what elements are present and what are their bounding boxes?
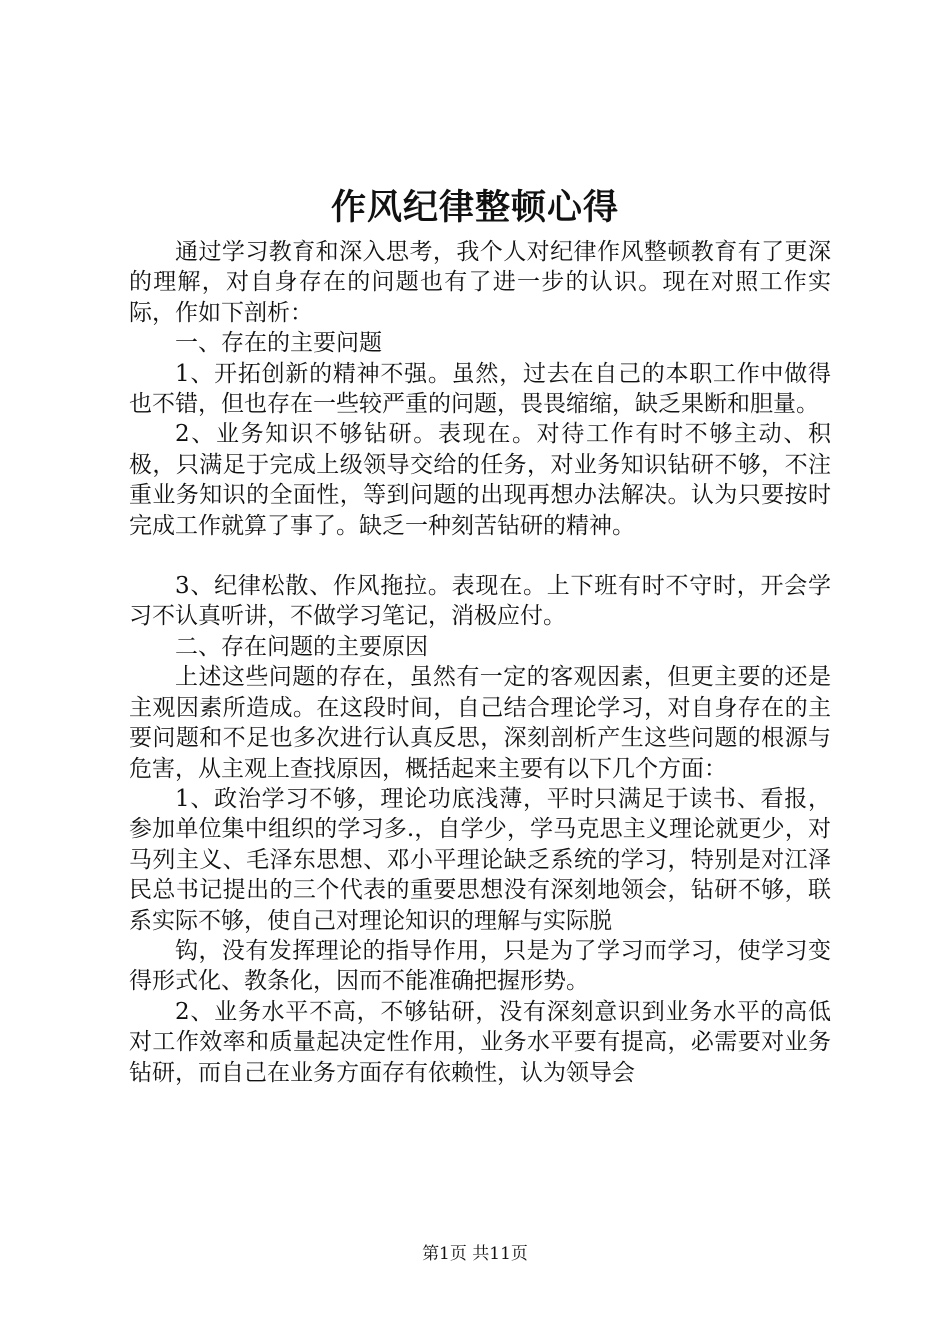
- document-title: 作风纪律整顿心得: [330, 187, 619, 228]
- paragraph-problem-3: 3、纪律松散、作风拖拉。表现在。上下班有时不守时，开会学习不认真听讲，不做学习笔记，消极应付。: [129, 573, 831, 630]
- section-heading-causes: 二、存在问题的主要原因: [175, 633, 428, 660]
- paragraph-problem-1: 1、开拓创新的精神不强。虽然，过去在自己的本职工作中做得也不错，但也存在一些较严重的问题，畏畏缩缩，缺乏果断和胆量。: [129, 360, 831, 418]
- paragraph-cause-1-continued: 钩，没有发挥理论的指导作用，只是为了学习而学习，使学习变得形式化、教条化，因而不能准确把握形势。: [129, 937, 831, 995]
- paragraph-problem-2: 2、业务知识不够钻研。表现在。对待工作有时不够主动、积极，只满足于完成上级领导交给的任务，对业务知识钻研不够，不注重业务知识的全面性，等到问题的出现再想办法解决。认为只要按时完成工作就算了事了。缺乏一种刻苦钻研的精神。: [129, 421, 831, 539]
- section-heading-problems: 一、存在的主要问题: [175, 330, 382, 357]
- page-number-footer: 第1页 共11页: [422, 1244, 528, 1264]
- paragraph-cause-1: 1、政治学习不够，理论功底浅薄，平时只满足于读书、看报，参加单位集中组织的学习多.，自学少，学马克思主义理论就更少，对马列主义、毛泽东思想、邓小平理论缺乏系统的学习，特别是对江泽民总书记提出的三个代表的重要思想没有深刻地领会，钻研不够，联系实际不够，使自己对理论知识的理解与实际脱: [129, 785, 831, 934]
- document-body: [129, 237, 831, 1088]
- paragraph-cause-2: 2、业务水平不高，不够钻研，没有深刻意识到业务水平的高低对工作效率和质量起决定性作用，业务水平要有提高，必需要对业务钻研，而自己在业务方面存有依赖性，认为领导会: [129, 998, 831, 1086]
- paragraph-causes-intro: 上述这些问题的存在，虽然有一定的客观因素，但更主要的还是主观因素所造成。在这段时间，自己结合理论学习，对自身存在的主要问题和不足也多次进行认真反思，深刻剖析产生这些问题的根源与危害，从主观上查找原因，概括起来主要有以下几个方面：: [129, 664, 831, 782]
- paragraph-intro: 通过学习教育和深入思考，我个人对纪律作风整顿教育有了更深的理解，对自身存在的问题也有了进一步的认识。现在对照工作实际，作如下剖析：: [129, 239, 831, 326]
